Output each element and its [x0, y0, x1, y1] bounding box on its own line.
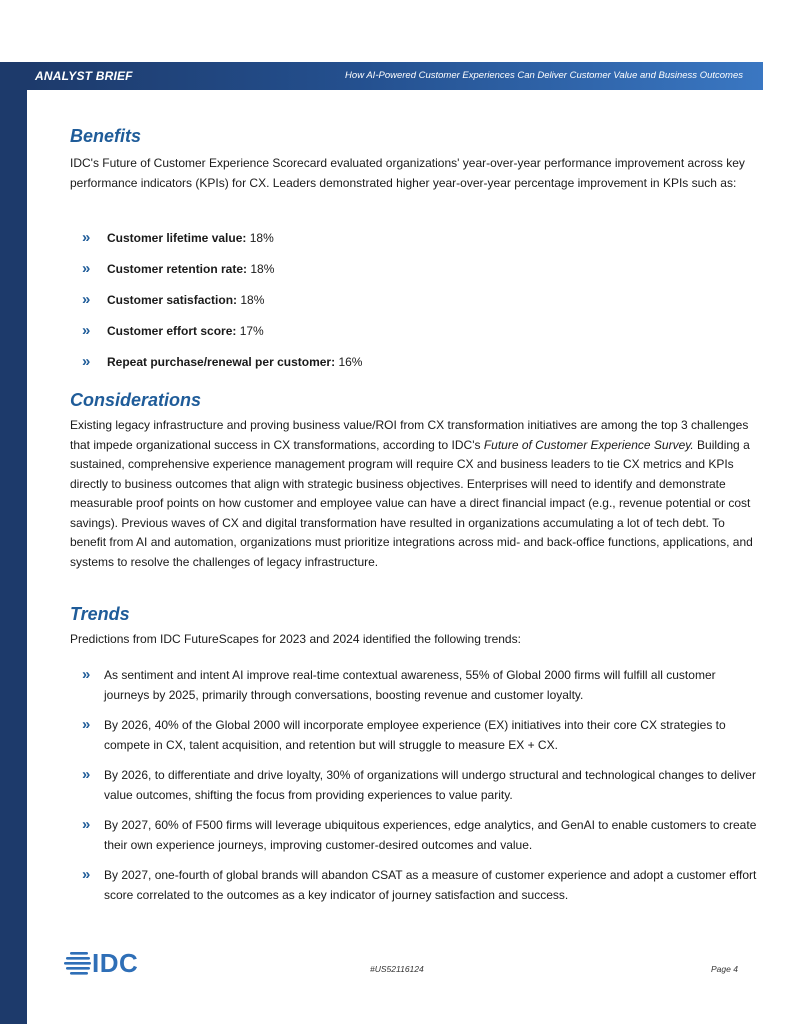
chevron-bullet-icon: » [82, 322, 91, 339]
benefit-label: Repeat purchase/renewal per customer: [107, 355, 336, 369]
chevron-bullet-icon: » [82, 766, 91, 783]
benefit-item [82, 322, 762, 353]
chevron-bullet-icon: » [82, 229, 91, 246]
benefit-value: 17% [239, 324, 264, 338]
idc-logo-icon [64, 950, 92, 976]
benefit-label: Customer satisfaction: [107, 293, 238, 307]
survey-title: Future of Customer Experience Survey. [483, 437, 694, 452]
considerations-body [70, 416, 760, 572]
trends-intro: Predictions from IDC FutureScapes for 2023 and 2024 identified the following trends: [70, 632, 521, 646]
header-band [27, 62, 763, 90]
benefit-label: Customer retention rate: [107, 262, 248, 276]
benefit-value: 18% [250, 262, 275, 276]
trend-item [82, 866, 758, 905]
benefit-item [82, 260, 762, 291]
benefit-value: 16% [338, 355, 363, 369]
page-number: Page 4 [711, 964, 738, 974]
idc-logo [64, 950, 138, 976]
trend-text: By 2026, to differentiate and drive loyalty, 30% of organizations will undergo structural and technological changes to deliver value outcomes, shifting the focus from providing experiences to value parity. [104, 768, 756, 802]
trend-item [82, 666, 758, 705]
benefits-heading: Benefits [70, 126, 142, 146]
trend-text: By 2027, one-fourth of global brands will abandon CSAT as a measure of customer experience and adopt a customer effort score correlated to the outcomes as a key indicator of journey satisfaction and success. [104, 868, 757, 902]
trends-heading: Trends [70, 604, 130, 624]
header-title: How AI-Powered Customer Experiences Can Deliver Customer Value and Business Outcomes [345, 70, 743, 81]
idc-logo-text: IDC [92, 948, 139, 978]
benefit-label: Customer lifetime value: [107, 231, 247, 245]
trend-text: As sentiment and intent AI improve real-time contextual awareness, 55% of Global 2000 firms will fulfill all customer journeys by 2025, primarily through conversations, boosting revenue and customer loyalty. [104, 668, 716, 702]
chevron-bullet-icon: » [82, 260, 91, 277]
trend-item [82, 816, 758, 855]
benefits-list [82, 229, 762, 384]
chevron-bullet-icon: » [82, 291, 91, 308]
chevron-bullet-icon: » [82, 816, 91, 833]
trends-list [82, 666, 758, 916]
left-accent-bar [0, 62, 27, 1024]
benefit-label: Customer effort score: [107, 324, 237, 338]
benefits-intro: IDC's Future of Customer Experience Scorecard evaluated organizations' year-over-year performance improvement across key performance indicators (KPIs) for CX. Leaders demonstrated higher year-over-year percentage improvement in KPIs such as: [70, 156, 745, 190]
benefit-item [82, 229, 762, 260]
trend-text: By 2027, 60% of F500 firms will leverage ubiquitous experiences, edge analytics, and GenAI to enable customers to create their own experience journeys, improving customer-desired outcomes and value. [104, 818, 757, 852]
benefit-value: 18% [240, 293, 265, 307]
chevron-bullet-icon: » [82, 716, 91, 733]
chevron-bullet-icon: » [82, 353, 91, 370]
trend-item [82, 716, 758, 755]
trend-item [82, 766, 758, 805]
document-number: #US52116124 [370, 964, 424, 974]
trend-text: By 2026, 40% of the Global 2000 will incorporate employee experience (EX) initiatives into their core CX strategies to compete in CX, talent acquisition, and retention but will struggle to measure EX + CX. [104, 718, 726, 752]
considerations-text-before: Existing legacy infrastructure and proving business value/ROI from CX transformation initiatives are among the top 3 challenges that impede organizational success in CX transformations, according to IDC's [70, 418, 749, 452]
chevron-bullet-icon: » [82, 866, 91, 883]
header-label: ANALYST BRIEF [35, 69, 133, 83]
benefit-value: 18% [249, 231, 274, 245]
benefit-item [82, 291, 762, 322]
considerations-heading: Considerations [70, 390, 202, 410]
benefit-item [82, 353, 762, 384]
considerations-text-after: Building a sustained, comprehensive experience management program will require CX and business leaders to tie CX metrics and KPIs directly to business outcomes that align with strategic business objectives. Enterprises will need to identify and demonstrate measurable proof points on how customer and employee value can have a direct financial impact (e.g., revenue potential or cost savings). Previous waves of CX and digital transformation have resulted in organizations accumulating a lot of tech debt. To benefit from AI and automation, organizations must prioritize integrations across mid- and back-office functions, applications, and systems to resolve the challenges of legacy infrastructure. [70, 437, 753, 569]
chevron-bullet-icon: » [82, 666, 91, 683]
